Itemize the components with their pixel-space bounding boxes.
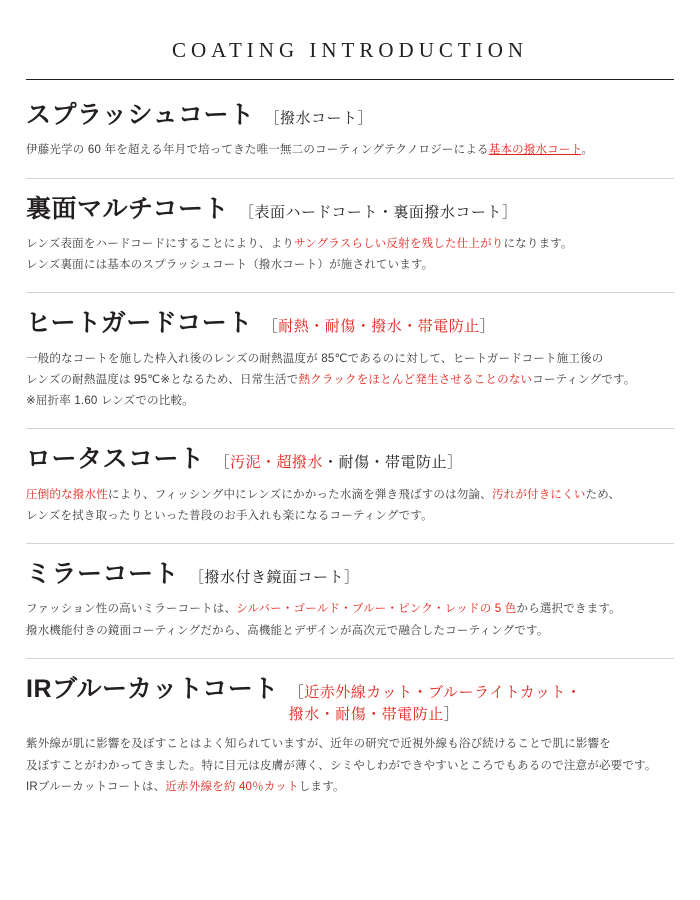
section-divider (26, 292, 674, 293)
body-text: 近赤外線を約 40％カット (165, 780, 299, 793)
body-text: 伊藤光学の 60 年を超える年月で培ってきた唯一無二のコーティングテクノロジーによる (26, 144, 489, 157)
body-line (26, 777, 674, 798)
section-header (26, 559, 674, 590)
body-line (26, 506, 674, 527)
body-text: 熱クラックをほとんど発生させることのない (298, 373, 533, 386)
body-line (26, 140, 674, 161)
body-line (26, 599, 674, 620)
section-title: ロータスコート (26, 445, 205, 474)
body-text: します。 (298, 780, 345, 793)
section-divider (26, 428, 674, 429)
body-text: 撥水機能付きの鏡面コーティングだから、高機能とデザインが高次元で融合したコーティングです。 (26, 624, 549, 637)
section-tag: ［汚泥・超撥水・耐傷・帯電防止］ (214, 454, 463, 472)
section-title: IRブルーカットコート (26, 674, 279, 703)
body-line (26, 391, 674, 412)
section-tag: ［近赤外線カット・ブルーライトカット・ 撥水・耐傷・帯電防止］ (288, 683, 582, 723)
body-text: から選択できます。 (516, 603, 621, 616)
section-tag: ［撥水コート］ (264, 110, 374, 127)
section-body (26, 140, 674, 161)
body-text: により、フィッシング中にレンズにかかった水滴を弾き飛ばすのは勿論、 (107, 488, 492, 501)
section-tag: ［表面ハードコート・裏面撥水コート］ (239, 203, 518, 221)
section-body (26, 234, 674, 277)
body-text: レンズを拭き取ったりといった普段のお手入れも楽になるコーティングです。 (26, 509, 433, 522)
section-body (26, 349, 674, 413)
body-text: コーティングです。 (532, 373, 636, 386)
body-text: IRブルーカットコートは、 (26, 780, 166, 793)
section-tag: ［撥水付き鏡面コート］ (189, 569, 360, 587)
body-text: ファッション性の高いミラーコートは、 (26, 603, 237, 616)
body-line (26, 485, 674, 506)
title-divider (26, 79, 674, 80)
body-line (26, 370, 674, 391)
coating-section (26, 559, 674, 642)
body-text: レンズ表面をハードコードにすることにより、より (26, 237, 295, 250)
body-line (26, 756, 674, 777)
coating-section (26, 308, 674, 412)
section-title: ヒートガードコート (26, 309, 253, 338)
section-header (26, 194, 674, 225)
coating-section (26, 444, 674, 527)
body-text: 。 (581, 144, 594, 157)
section-body (26, 485, 674, 528)
body-text: レンズの耐熱温度は 95℃※となるため、日常生活で (26, 373, 299, 386)
section-header (26, 444, 674, 475)
body-line (26, 734, 674, 755)
body-text: シルバー・ゴールド・ブルー・ピンク・レッドの 5 色 (236, 603, 517, 616)
coating-section (26, 194, 674, 277)
body-text: 紫外線が肌に影響を及ぼすことはよく知られていますが、近年の研究で近視外線も浴び続けることで肌に影響を (26, 738, 611, 751)
page-title: COATING INTRODUCTION (171, 38, 529, 62)
section-divider (26, 658, 674, 659)
body-line (26, 349, 674, 370)
section-header (26, 100, 674, 131)
body-text: 一般的なコートを施した枠入れ後のレンズの耐熱温度が 85℃であるのに対して、ヒートガードコート施工後の (26, 352, 604, 365)
coating-section (26, 100, 674, 162)
body-text: 汚れが付きにくい (491, 488, 586, 501)
body-text: レンズ裏面には基本のスプラッシュコート（撥水コート）が施されています。 (26, 259, 434, 272)
section-title: スプラッシュコート (26, 101, 255, 129)
section-tag: ［耐熱・耐傷・撥水・帯電防止］ (262, 318, 496, 336)
section-title: ミラーコート (26, 560, 180, 589)
coating-section (26, 674, 674, 798)
section-divider (26, 543, 674, 544)
body-text: 基本の撥水コート (488, 144, 582, 157)
section-title: 裏面マルチコート (26, 194, 230, 223)
body-line (26, 621, 674, 642)
body-text: サングラスらしい反射を残した仕上がり (294, 237, 504, 250)
body-line (26, 234, 674, 255)
body-text: ※屈折率 1.60 レンズでの比較。 (26, 395, 194, 408)
section-body (26, 734, 674, 798)
section-body (26, 599, 674, 642)
section-divider (26, 178, 674, 179)
body-text: になります。 (503, 237, 573, 250)
body-text: 及ぼすことがわかってきました。特に目元は皮膚が薄く、シミやしわができやすいところでもあるので注意が必要です。 (26, 759, 657, 772)
body-text: ため、 (585, 488, 621, 501)
body-text: 圧倒的な撥水性 (26, 488, 108, 501)
body-line (26, 255, 674, 276)
sections-container (26, 100, 674, 798)
section-header (26, 674, 674, 726)
section-header (26, 308, 674, 339)
